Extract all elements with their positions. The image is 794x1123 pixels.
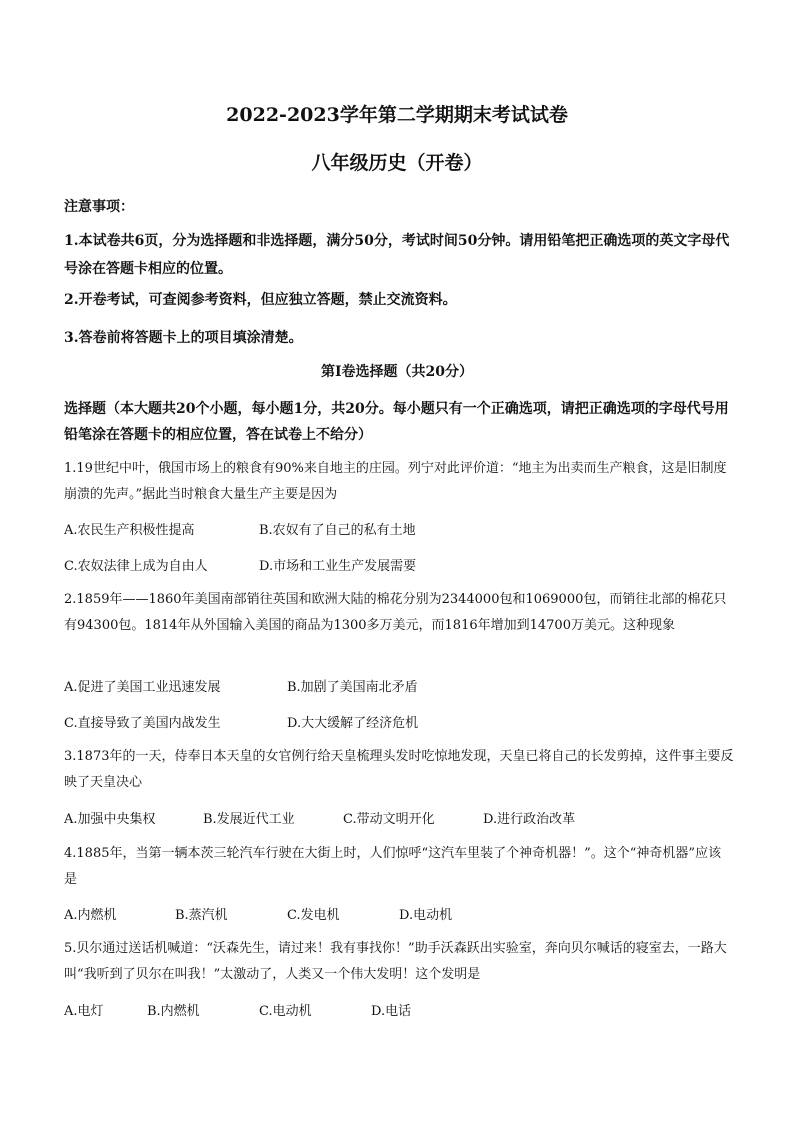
q3-option-a: A.加强中央集权 <box>64 812 156 827</box>
q4-option-a: A.内燃机 <box>64 908 117 923</box>
section-instructions: 选择题（本大题共20个小题，每小题1分，共20分。每小题只有一个正确选项，请把正确选项的字母代号用铅笔涂在答题卡的相应位置，答在试卷上不给分） <box>64 401 729 443</box>
q1-option-b: B.农奴有了自己的私有土地 <box>259 523 416 538</box>
section-title: 第Ⅰ卷选择题（共20分） <box>320 364 474 380</box>
q3-option-c: C.带动文明开化 <box>343 812 435 827</box>
q2-option-a: A.促进了美国工业迅速发展 <box>64 680 221 695</box>
q2-option-b: B.加剧了美国南北矛盾 <box>287 680 418 695</box>
note-item-1: 1.本试卷共6页，分为选择题和非选择题，满分50分，考试时间50分钟。请用铅笔把正确选项的英文字母代号涂在答题卡相应的位置。 <box>64 233 730 277</box>
question-1-options-row2 <box>64 555 734 577</box>
q2-option-c: C.直接导致了美国内战发生 <box>64 716 221 731</box>
question-2-options-row2 <box>64 712 734 734</box>
question-3: 3.1873年的一天，侍奉日本天皇的女官例行给天皇梳理头发时吃惊地发现，天皇已将自己的长发剪掉，这件事主要反映了天皇决心 <box>64 749 734 790</box>
q5-option-a: A.电灯 <box>64 1004 104 1019</box>
q1-option-a: A.农民生产积极性提高 <box>64 523 195 538</box>
q4-option-b: B.蒸汽机 <box>175 908 228 923</box>
question-3-options <box>64 808 734 830</box>
question-2: 2.1859年——1860年美国南部销往英国和欧洲大陆的棉花分别为2344000包和1069000包，而销往北部的棉花只有94300包。1814年从外国输入美国的商品为1300多万美元，而1816年增加到14700万美元。这种现象 <box>64 592 727 633</box>
note-item-3: 3.答卷前将答题卡上的项目填涂清楚。 <box>64 330 303 346</box>
note-item-2: 2.开卷考试，可查阅参考资料，但应独立答题，禁止交流资料。 <box>64 292 457 308</box>
q4-option-c: C.发电机 <box>287 908 340 923</box>
q3-option-b: B.发展近代工业 <box>203 812 295 827</box>
exam-subtitle: 八年级历史（开卷） <box>311 152 483 174</box>
question-4: 4.1885年，当第一辆本茨三轮汽车行驶在大街上时，人们惊呼“这汽车里装了个神奇机器！”。这个“神奇机器”应该是 <box>64 846 722 887</box>
question-2-options <box>64 676 734 698</box>
q1-option-d: D.市场和工业生产发展需要 <box>259 559 417 574</box>
q2-option-d: D.大大缓解了经济危机 <box>287 716 419 731</box>
question-1: 1.19世纪中叶，俄国市场上的粮食有90%来自地主的庄园。列宁对此评价道：“地主为出卖而生产粮食，这是旧制度崩溃的先声。”据此当时粮食大量生产主要是因为 <box>64 461 727 502</box>
question-5-options <box>64 1000 734 1022</box>
q3-option-d: D.进行政治改革 <box>483 812 576 827</box>
q5-option-b: B.内燃机 <box>147 1004 200 1019</box>
q5-option-d: D.电话 <box>371 1004 412 1019</box>
q1-option-c: C.农奴法律上成为自由人 <box>64 559 208 574</box>
q5-option-c: C.电动机 <box>259 1004 312 1019</box>
question-4-options <box>64 904 734 926</box>
notes-heading: 注意事项： <box>64 199 134 215</box>
question-5: 5.贝尔通过送话机喊道：“沃森先生，请过来！我有事找你！”助手沃森跃出实验室，奔向贝尔喊话的寝室去，一路大叫“我听到了贝尔在叫我！”太激动了，人类又一个伟大发明！这个发明是 <box>64 941 727 982</box>
exam-title: 2022-2023学年第二学期期末考试试卷 <box>226 104 568 126</box>
q4-option-d: D.电动机 <box>399 908 453 923</box>
question-1-options <box>64 519 734 541</box>
